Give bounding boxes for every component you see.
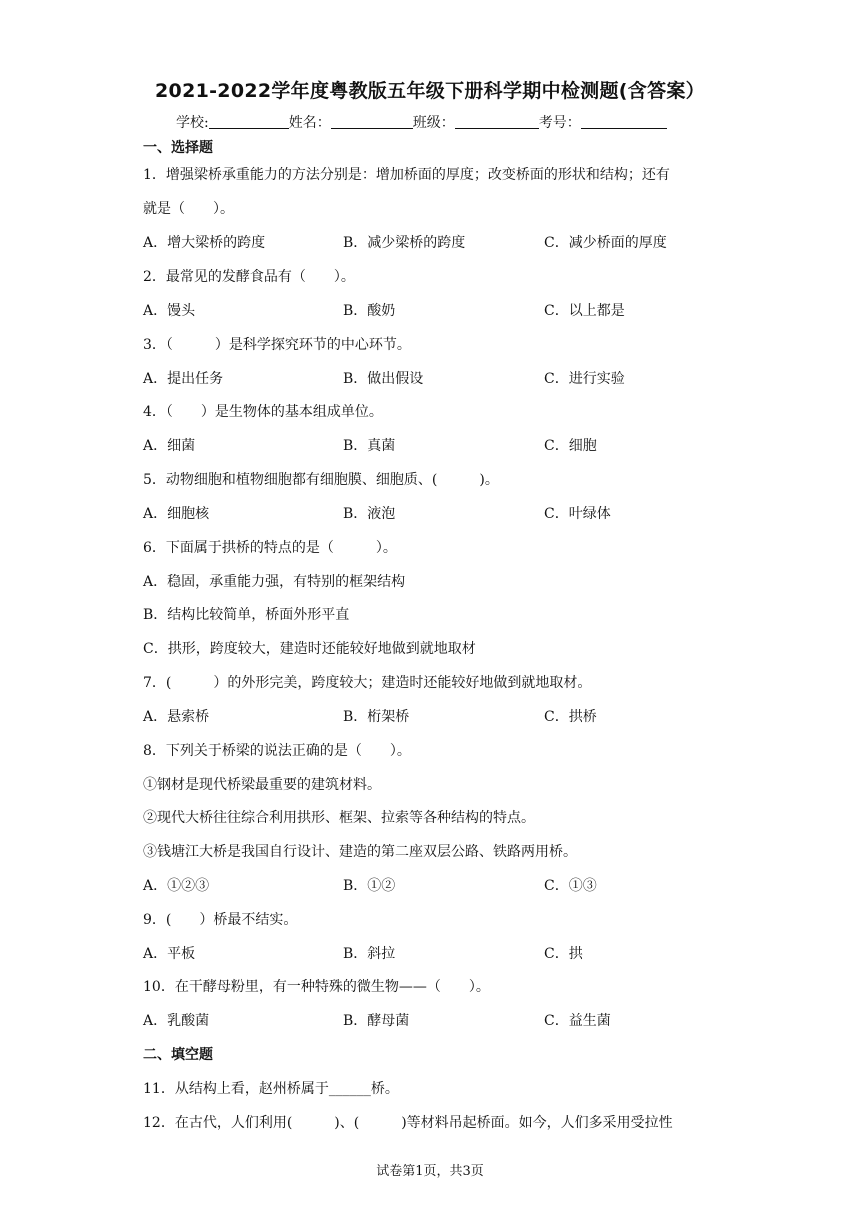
name-blank[interactable] <box>331 114 413 129</box>
question-1-option-b[interactable]: B．减少梁桥的跨度 <box>343 235 466 251</box>
question-4: 4．（ ）是生物体的基本组成单位。 <box>143 404 383 420</box>
question-6-option-b[interactable]: B．结构比较简单，桥面外形平直 <box>143 607 350 623</box>
question-10-option-c[interactable]: C．益生菌 <box>544 1013 611 1029</box>
question-5: 5．动物细胞和植物细胞都有细胞膜、细胞质、( )。 <box>143 472 499 488</box>
question-8-option-a[interactable]: A．①②③ <box>143 878 210 894</box>
question-6-option-c[interactable]: C．拱形，跨度较大，建造时还能较好地做到就地取材 <box>143 641 476 657</box>
question-9-option-c[interactable]: C．拱 <box>544 946 583 962</box>
question-2-option-c[interactable]: C．以上都是 <box>544 303 625 319</box>
question-3-option-c[interactable]: C．进行实验 <box>544 371 625 387</box>
question-11: 11．从结构上看，赵州桥属于______桥。 <box>143 1081 399 1097</box>
page-footer: 试卷第1页，共3页 <box>376 1164 484 1179</box>
question-5-option-c[interactable]: C．叶绿体 <box>544 506 611 522</box>
question-2-option-b[interactable]: B．酸奶 <box>343 303 396 319</box>
question-7-option-a[interactable]: A．悬索桥 <box>143 709 210 725</box>
question-12: 12．在古代，人们利用( )、( )等材料吊起桥面。如今，人们多采用受拉性 <box>143 1115 673 1131</box>
question-6: 6．下面属于拱桥的特点的是（ ）。 <box>143 540 397 556</box>
school-label: 学校: <box>176 115 209 131</box>
question-7-option-b[interactable]: B．桁架桥 <box>343 709 410 725</box>
exam-no-label: 考号： <box>538 115 581 131</box>
school-blank[interactable] <box>209 114 289 129</box>
question-4-option-b[interactable]: B．真菌 <box>343 438 396 454</box>
page-title: 2021-2022学年度粤教版五年级下册科学期中检测题(含答案） <box>155 80 705 102</box>
question-10-option-a[interactable]: A．乳酸菌 <box>143 1013 210 1029</box>
question-2-option-a[interactable]: A．馒头 <box>143 303 196 319</box>
question-1-option-c[interactable]: C．减少桥面的厚度 <box>544 235 667 251</box>
question-10: 10．在干酵母粉里，有一种特殊的微生物——（ ）。 <box>143 979 490 995</box>
question-6-option-a[interactable]: A．稳固，承重能力强，有特别的框架结构 <box>143 574 406 590</box>
question-8-statement-2: ②现代大桥往往综合利用拱形、框架、拉索等各种结构的特点。 <box>143 810 535 826</box>
question-5-option-a[interactable]: A．细胞核 <box>143 506 210 522</box>
class-blank[interactable] <box>455 114 539 129</box>
question-8: 8．下列关于桥梁的说法正确的是（ ）。 <box>143 743 411 759</box>
exam-no-blank[interactable] <box>581 114 667 129</box>
question-10-option-b[interactable]: B．酵母菌 <box>343 1013 410 1029</box>
name-label: 姓名： <box>288 115 331 131</box>
question-8-statement-1: ①钢材是现代桥梁最重要的建筑材料。 <box>143 777 381 793</box>
question-8-option-b[interactable]: B．①② <box>343 878 396 894</box>
question-8-option-c[interactable]: C．①③ <box>544 878 597 894</box>
class-label: 班级： <box>412 115 455 131</box>
question-7-option-c[interactable]: C．拱桥 <box>544 709 597 725</box>
question-9-option-a[interactable]: A．平板 <box>143 946 196 962</box>
question-9: 9．( ）桥最不结实。 <box>143 912 298 928</box>
question-7: 7．( ）的外形完美，跨度较大；建造时还能较好地做到就地取材。 <box>143 675 592 691</box>
question-9-option-b[interactable]: B．斜拉 <box>343 946 396 962</box>
question-4-option-a[interactable]: A．细菌 <box>143 438 196 454</box>
question-3-option-b[interactable]: B．做出假设 <box>343 371 424 387</box>
question-1-option-a[interactable]: A．增大梁桥的跨度 <box>143 235 266 251</box>
question-8-statement-3: ③钱塘江大桥是我国自行设计、建造的第二座双层公路、铁路两用桥。 <box>143 844 577 860</box>
section-heading-choice: 一、选择题 <box>143 140 213 156</box>
question-3: 3．（ ）是科学探究环节的中心环节。 <box>143 337 411 353</box>
student-info-line <box>176 112 667 132</box>
question-1-line-2: 就是（ ）。 <box>143 201 234 217</box>
section-heading-fill: 二、填空题 <box>143 1047 213 1063</box>
question-5-option-b[interactable]: B．液泡 <box>343 506 396 522</box>
question-4-option-c[interactable]: C．细胞 <box>544 438 597 454</box>
question-3-option-a[interactable]: A．提出任务 <box>143 371 224 387</box>
question-2: 2．最常见的发酵食品有（ ）。 <box>143 269 355 285</box>
question-1-line-1: 1．增强梁桥承重能力的方法分别是：增加桥面的厚度；改变桥面的形状和结构；还有 <box>143 167 670 183</box>
